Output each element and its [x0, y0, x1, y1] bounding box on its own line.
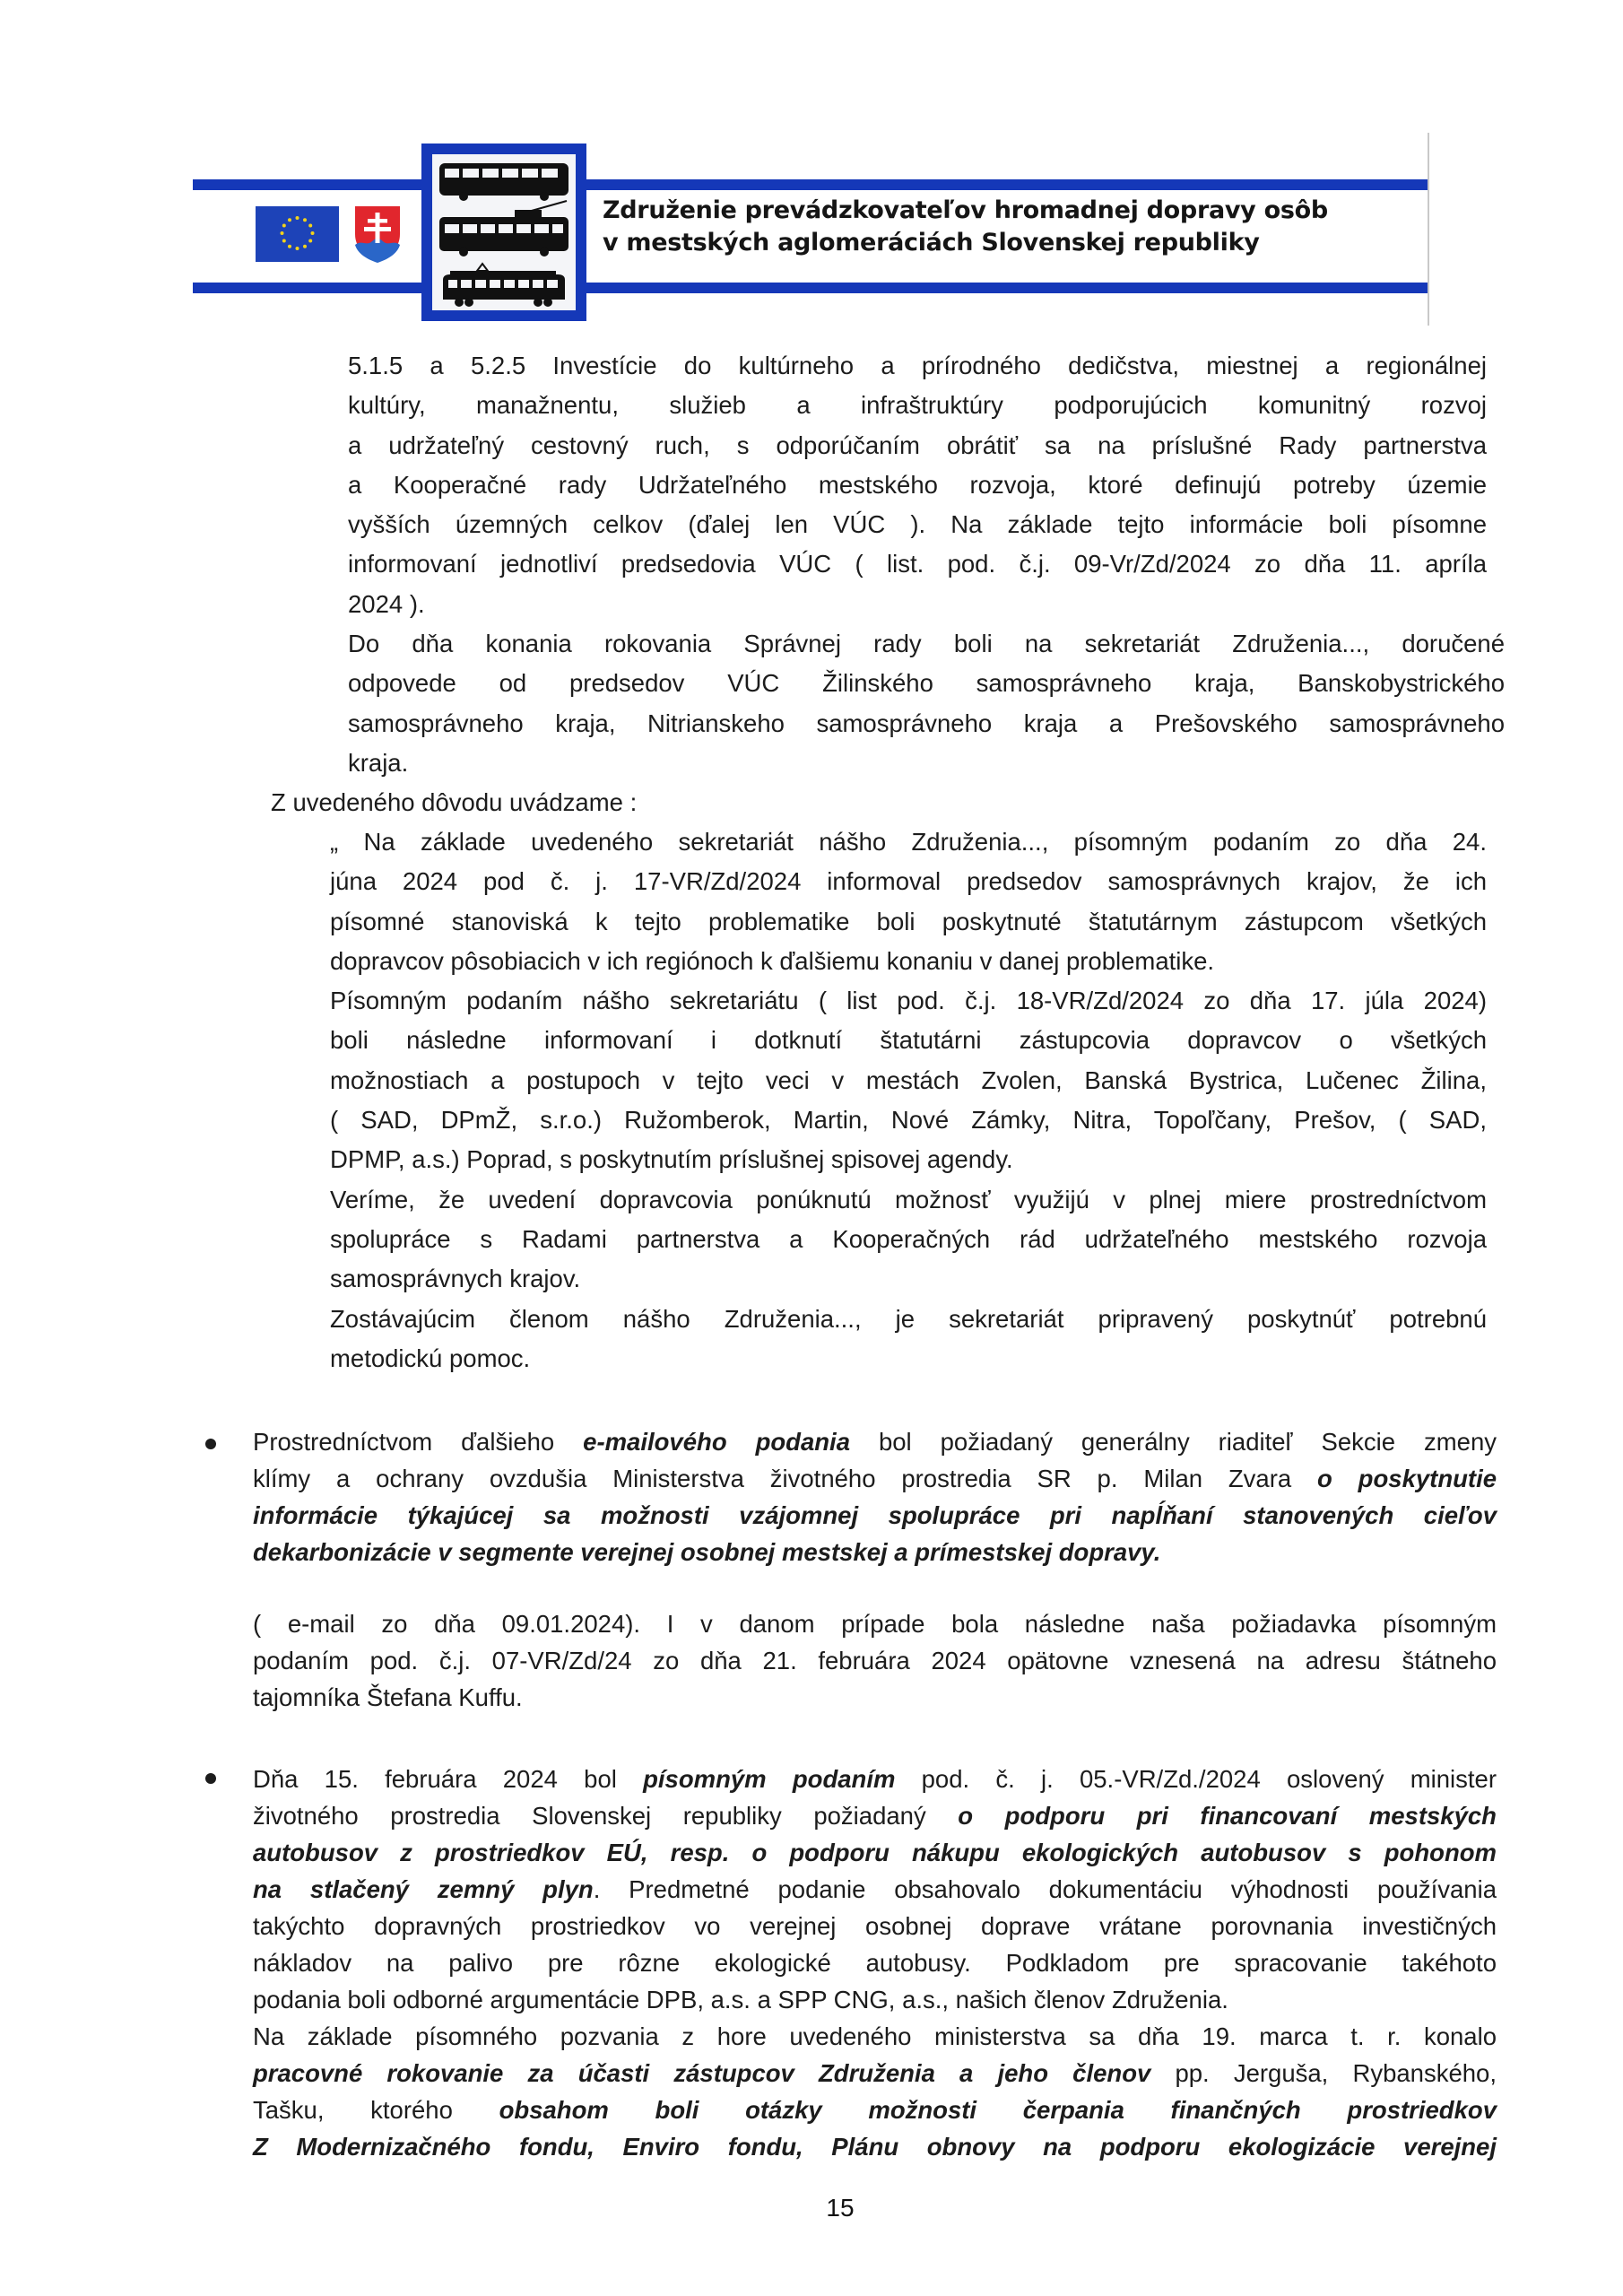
bullet-item-ministry-request: [253, 1761, 1497, 2165]
text-run: pod. č. j. 05.-VR/Zd./2024 oslovený minister: [895, 1765, 1497, 1793]
quoted-statement: [330, 822, 1487, 1378]
text-line: vyšších územných celkov (ďalej len VÚC ). Na základe tejto informácie boli písomne: [348, 510, 1487, 539]
text-line: [253, 2055, 1497, 2092]
text-line: júna 2024 pod č. j. 17-VR/Zd/2024 informoval predsedov samosprávnych krajov, že ich: [330, 867, 1487, 896]
text-line: Na základe písomného pozvania z hore uvedeného ministerstva sa dňa 19. marca t. r. konalo: [253, 2022, 1497, 2050]
organization-name-line2: v mestských aglomeráciách Slovenskej republiky: [603, 229, 1260, 257]
text-line: [253, 2128, 1497, 2165]
text-line: ( SAD, DPmŽ, s.r.o.) Ružomberok, Martin, Nové Zámky, Nitra, Topoľčany, Prešov, ( SAD,: [330, 1106, 1487, 1135]
text-run: bol požiadaný generálny riaditeľ Sekcie zmeny: [850, 1428, 1497, 1456]
bullet-icon: [205, 1439, 216, 1449]
text-line: samosprávneho kraja, Nitrianskeho samosprávneho kraja a Prešovského samosprávneho: [348, 709, 1505, 737]
text-line: metodickú pomoc.: [330, 1344, 531, 1372]
text-line: „ Na základe uvedeného sekretariát nášho Združenia..., písomným podaním zo dňa 24.: [330, 828, 1487, 856]
header-banner: [193, 130, 1430, 327]
bullet-icon: [205, 1773, 216, 1784]
text-line: [253, 1797, 1497, 1834]
organization-name: [603, 195, 1428, 259]
text-line: nákladov na palivo pre rôzne ekologické autobusy. Podkladom pre spracovanie takéhoto: [253, 1949, 1497, 1977]
eu-flag-icon: [256, 206, 339, 262]
page-number: 15: [826, 2194, 855, 2222]
text-run: Prostredníctvom ďalšieho: [253, 1428, 584, 1456]
text-line: kraja.: [348, 748, 409, 777]
emphasis-text: dekarbonizácie v segmente verejnej osobnej mestskej a prímestskej dopravy.: [253, 1538, 1161, 1566]
emphasis-text: informácie týkajúcej sa možnosti vzájomnej spolupráce pri napĺňaní stanovených cieľov: [253, 1501, 1497, 1529]
text-line: a Kooperačné rady Udržateľného mestského rozvoja, ktoré definujú potreby územie: [348, 470, 1487, 499]
emphasis-text: Z Modernizačného fondu, Enviro fondu, Plánu obnovy na podporu ekologizácie verejnej: [253, 2133, 1497, 2161]
text-line: [253, 1460, 1497, 1497]
text-line: [253, 1534, 1497, 1570]
emphasis-text: na stlačený zemný plyn: [253, 1875, 594, 1903]
text-line: samosprávnych krajov.: [330, 1265, 581, 1293]
emphasis-text: písomným podaním: [643, 1765, 896, 1793]
bus-trolleybus-tram-icon: [432, 154, 576, 310]
text-line: 5.1.5 a 5.2.5 Investície do kultúrneho a prírodného dedičstva, miestnej a regionálnej: [348, 352, 1487, 379]
text-line: 2024 ).: [348, 589, 425, 618]
transport-logo: [421, 144, 586, 321]
text-run: Dňa 15. februára 2024 bol: [253, 1765, 644, 1793]
text-line: Veríme, že uvedení dopravcovia ponúknutú možnosť využijú v plnej miere prostredníctvom: [330, 1185, 1487, 1213]
emphasis-text: o podporu pri financovaní mestských: [958, 1802, 1497, 1830]
text-line: [253, 1761, 1497, 1797]
text-line: možnostiach a postupoch v tejto veci v mestách Zvolen, Banská Bystrica, Lučenec Žilina,: [330, 1065, 1487, 1094]
emphasis-text: pracovné rokovanie za účasti zástupcov Združenia a jeho členov: [253, 2059, 1151, 2087]
text-line: písomné stanoviská k tejto problematike boli poskytnuté štatutárnym zástupcom všetkých: [330, 907, 1487, 935]
emphasis-text: e-mailového podania: [583, 1428, 850, 1456]
emphasis-text: autobusov z prostriedkov EÚ, resp. o podporu nákupu ekologických autobusov s pohonom: [253, 1839, 1497, 1866]
reason-label: [271, 783, 988, 822]
text-line: [253, 1834, 1497, 1871]
paragraph-responses: [348, 624, 1505, 783]
text-run: pp. Jerguša, Rybanského,: [1150, 2059, 1497, 2087]
text-run: Tašku, ktorého: [253, 2096, 499, 2124]
text-line: boli následne informovaní i dotknutí štatutárni zástupcovia dopravcov o všetkých: [330, 1026, 1487, 1055]
text-line: ( e-mail zo dňa 09.01.2024). I v danom prípade bola následne naša požiadavka písomným: [253, 1610, 1497, 1638]
text-run: životného prostredia Slovenskej republiky požiadaný: [253, 1802, 959, 1830]
banner-bottom-band: [193, 283, 1428, 293]
text-line: a udržateľný cestovný ruch, s odporúčaním obrátiť sa na príslušné Rady partnerstva: [348, 430, 1487, 459]
text-line: [253, 2092, 1497, 2128]
text-line: takýchto dopravných prostriedkov vo verejnej osobnej doprave vrátane porovnania investičných: [253, 1912, 1497, 1940]
text-line: tajomníka Štefana Kuffu.: [253, 1683, 523, 1711]
text-line: odpovede od predsedov VÚC Žilinského samosprávneho kraja, Banskobystrického: [348, 669, 1505, 698]
text-line: DPMP, a.s.) Poprad, s poskytnutím príslušnej spisovej agendy.: [330, 1145, 1013, 1174]
text-line: Do dňa konania rokovania Správnej rady boli na sekretariát Združenia..., doručené: [348, 630, 1505, 657]
text-line: spolupráce s Radami partnerstva a Kooperačných rád udržateľného mestského rozvoja: [330, 1224, 1487, 1253]
emphasis-text: obsahom boli otázky možnosti čerpania finančných prostriedkov: [499, 2096, 1497, 2124]
organization-name-line1: Združenie prevádzkovateľov hromadnej dopravy osôb: [603, 196, 1328, 224]
text-line: informovaní jednotliví predsedovia VÚC ( list. pod. č.j. 09-Vr/Zd/2024 zo dňa 11. apríla: [348, 550, 1487, 578]
text-line: kultúry, manažnentu, služieb a infraštruktúry podporujúcich komunitný rozvoj: [348, 391, 1487, 420]
text-line: Z uvedeného dôvodu uvádzame :: [271, 788, 638, 816]
bullet-item-email-note: [253, 1605, 1497, 1716]
text-line: Písomným podaním nášho sekretariátu ( list pod. č.j. 18-VR/Zd/2024 zo dňa 17. júla 2024): [330, 987, 1487, 1015]
bullet-item-email-request: [253, 1423, 1497, 1570]
text-run: klímy a ochrany ovzdušia Ministerstva životného prostredia SR p. Milan Zvara: [253, 1465, 1318, 1492]
text-line: podania boli odborné argumentácie DPB, a.s. a SPP CNG, a.s., našich členov Združenia.: [253, 1986, 1228, 2013]
paragraph-investments: [348, 346, 1487, 624]
text-line: [253, 1871, 1497, 1908]
text-line: [253, 1423, 1497, 1460]
text-line: podaním pod. č.j. 07-VR/Zd/24 zo dňa 21. februára 2024 opätovne vznesená na adresu štátneho: [253, 1647, 1497, 1674]
slovak-coat-of-arms-icon: [352, 204, 403, 265]
text-run: . Predmetné podanie obsahovalo dokumentáciu výhodnosti používania: [593, 1875, 1497, 1903]
banner-top-band: [193, 179, 1428, 190]
text-line: [253, 1497, 1497, 1534]
text-line: Zostávajúcim členom nášho Združenia..., je sekretariát pripravený poskytnúť potrebnú: [330, 1304, 1487, 1333]
text-line: dopravcov pôsobiacich v ich regiónoch k ďalšiemu konaniu v danej problematike.: [330, 946, 1215, 975]
emphasis-text: o poskytnutie: [1317, 1465, 1497, 1492]
banner-edge-line: [1428, 133, 1429, 326]
